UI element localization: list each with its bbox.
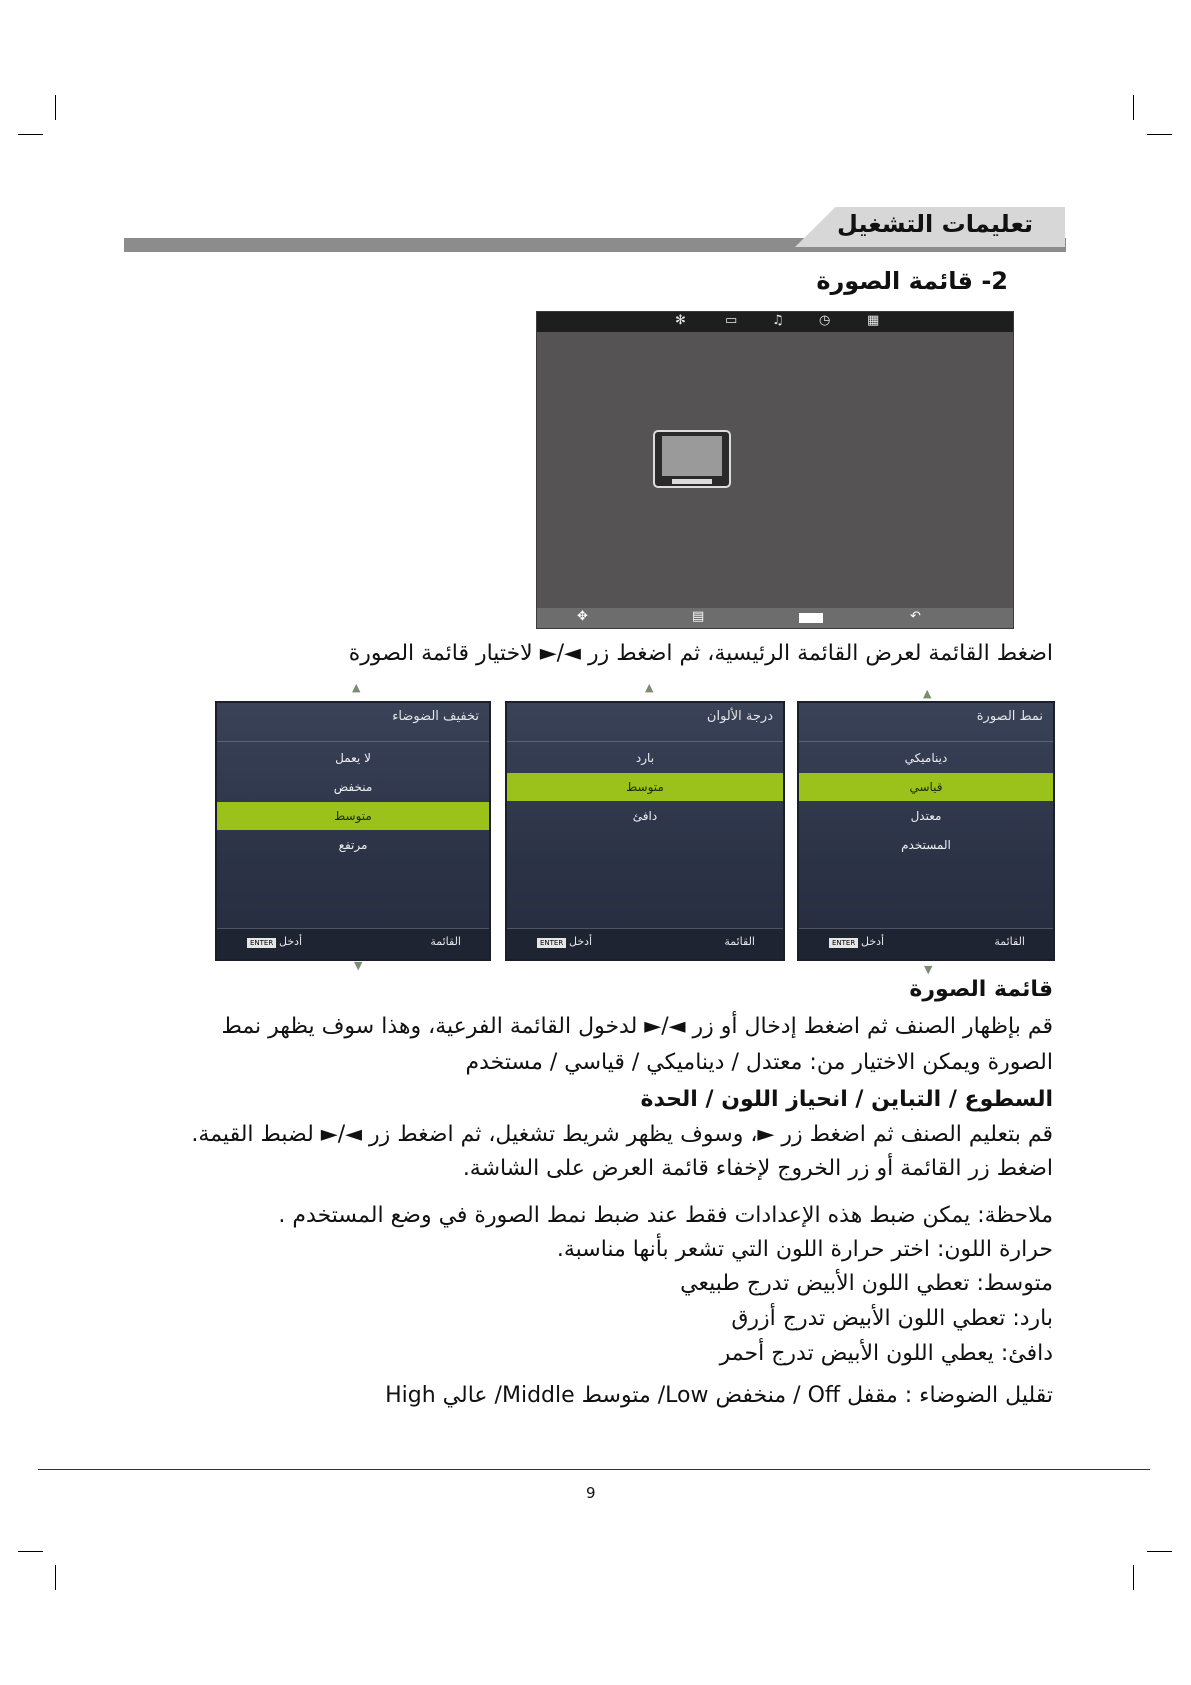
note: ملاحظة: يمكن ضبط هذه الإعدادات فقط عند ضبط نمط الصورة في وضع المستخدم . [278, 1203, 1053, 1228]
picture-mode-menu [797, 701, 1055, 961]
back-label: القائمة [724, 935, 755, 948]
arrow-down-icon: ▼ [354, 959, 363, 972]
settings-list: السطوع / التباين / انحياز اللون / الحدة [640, 1087, 1053, 1112]
divider [217, 741, 489, 742]
menu-item-medium[interactable]: متوسط [507, 773, 783, 801]
menu-item-standard[interactable]: قياسي [799, 773, 1053, 801]
menu-title: درجة الألوان [706, 709, 773, 724]
gear-icon: ✻ [675, 313, 686, 328]
back-label: القائمة [994, 935, 1025, 948]
menu-footer [217, 928, 489, 959]
back-label: القائمة [430, 935, 461, 948]
section-title: 2- قائمة الصورة [816, 267, 1008, 295]
tv-main-menu-screen [536, 311, 1014, 629]
menu-title: تخفيف الضوضاء [392, 709, 479, 724]
paragraph-line: قم بتعليم الصنف ثم اضغط زر ►، وسوف يظهر شريط تشغيل، ثم اضغط زر ◄/► لضبط القيمة. [191, 1122, 1053, 1147]
intro-line: اضغط القائمة لعرض القائمة الرئيسية، ثم اضغط زر ◄/► لاختيار قائمة الصورة [348, 641, 1053, 666]
enter-icon [799, 613, 823, 623]
footer-divider [38, 1469, 1150, 1470]
arrow-up-icon: ▲ [352, 681, 361, 694]
menu-item-middle[interactable]: متوسط [217, 802, 489, 830]
menu-item-dynamic[interactable]: ديناميكي [904, 751, 948, 765]
enter-label: أدخل [569, 935, 593, 948]
monitor-icon: ▭ [725, 313, 738, 328]
paragraph-line: اضغط زر القائمة أو زر الخروج لإخفاء قائمة العرض على الشاشة. [462, 1156, 1053, 1181]
tv-picture-icon [652, 429, 732, 489]
back-icon: ↶ [910, 609, 921, 624]
menu-footer [799, 928, 1053, 959]
paragraph-line: قم بإظهار الصنف ثم اضغط إدخال أو زر ◄/► لدخول القائمة الفرعية، وهذا سوف يظهر نمط [221, 1014, 1053, 1039]
crop-mark [1147, 1551, 1172, 1552]
menu-item-cool[interactable]: بارد [635, 751, 655, 765]
menu-item-user[interactable]: المستخدم [901, 838, 951, 852]
header-title: تعليمات التشغيل [837, 210, 1033, 238]
enter-key-icon: ENTER [829, 938, 858, 948]
menu-title: نمط الصورة [976, 709, 1043, 724]
menu-item-mild[interactable]: معتدل [910, 809, 942, 823]
move-icon: ✥ [577, 609, 588, 624]
tv-bottom-bar [537, 608, 1013, 628]
menu-item-off[interactable]: لا يعمل [335, 751, 371, 765]
divider [507, 741, 783, 742]
crop-mark [55, 95, 56, 120]
noise-reduction-menu [215, 701, 491, 961]
crop-mark [18, 1551, 43, 1552]
paragraph-line: حرارة اللون: اختر حرارة اللون التي تشعر بأنها مناسبة. [556, 1237, 1053, 1262]
paragraph-line: متوسط: تعطي اللون الأبيض تدرج طبيعي [680, 1271, 1053, 1296]
enter-label: أدخل [279, 935, 303, 948]
paragraph-line: دافئ: يعطي اللون الأبيض تدرج أحمر [719, 1341, 1053, 1366]
arrow-up-icon: ▲ [645, 681, 654, 694]
divider [799, 741, 1053, 742]
menu-item-warm[interactable]: دافئ [632, 809, 658, 823]
grid-icon: ▦ [867, 313, 880, 328]
clock-icon: ◷ [819, 313, 831, 328]
crop-mark [55, 1565, 56, 1590]
menu-footer [507, 928, 783, 959]
enter-key-icon: ENTER [247, 938, 276, 948]
crop-mark [18, 134, 43, 135]
crop-mark [1133, 95, 1134, 120]
paragraph-line: تقليل الضوضاء : مقفل Off / منخفض Low/ متوسط Middle/ عالي High [385, 1383, 1053, 1408]
paragraph-line: بارد: تعطي اللون الأبيض تدرج أزرق [731, 1306, 1053, 1331]
menu-icon: ▤ [692, 609, 705, 624]
music-icon: ♫ [772, 313, 784, 328]
arrow-up-icon: ▲ [923, 687, 932, 700]
tv-top-bar [537, 312, 1013, 332]
paragraph-line: الصورة ويمكن الاختيار من: معتدل / ديناميكي / قياسي / مستخدم [465, 1050, 1053, 1075]
enter-label: أدخل [861, 935, 885, 948]
arrow-down-icon: ▼ [924, 963, 933, 976]
page-number: 9 [586, 1484, 596, 1502]
crop-mark [1147, 134, 1172, 135]
color-temperature-menu [505, 701, 785, 961]
menu-item-high[interactable]: مرتفع [338, 838, 368, 852]
menu-item-low[interactable]: منخفض [333, 780, 373, 794]
crop-mark [1133, 1565, 1134, 1590]
body-heading: قائمة الصورة [909, 977, 1053, 1002]
enter-key-icon: ENTER [537, 938, 566, 948]
